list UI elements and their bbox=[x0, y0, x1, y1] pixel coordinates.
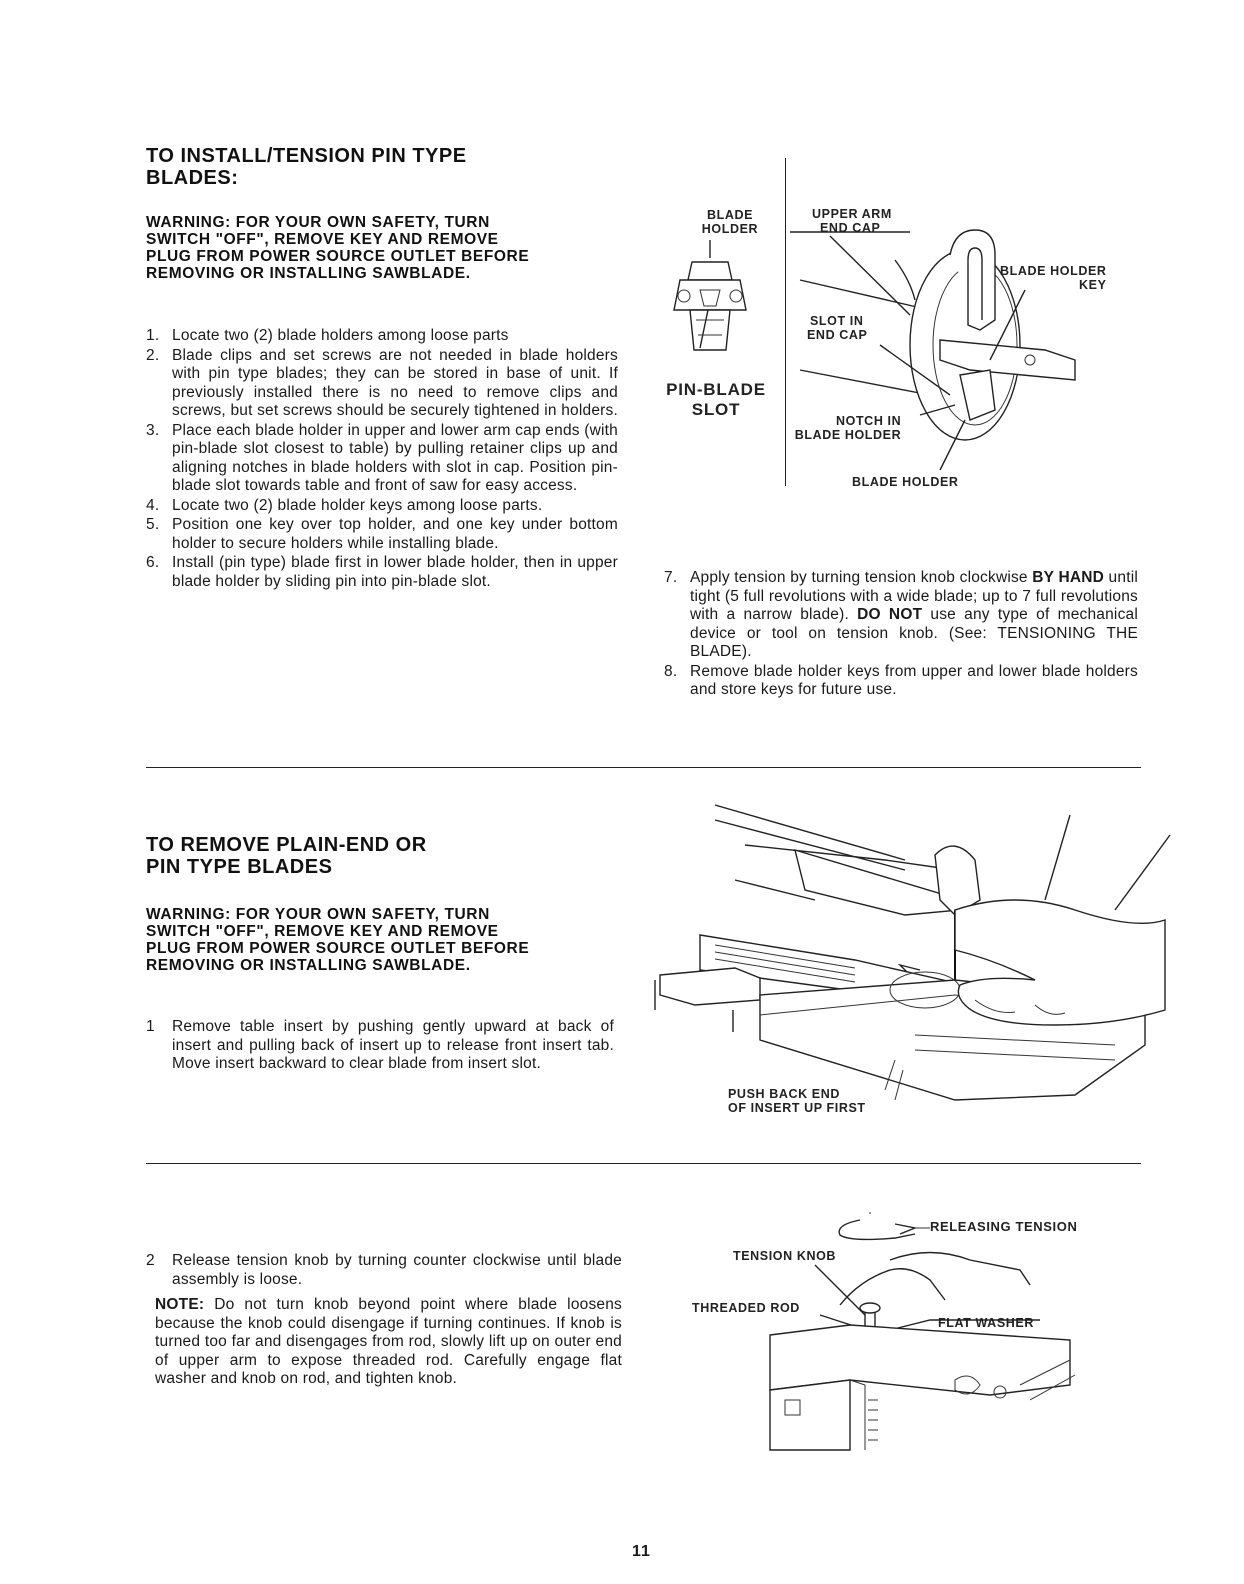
step-text: Remove blade holder keys from upper and lower blade holders and store keys for future use. bbox=[690, 662, 1138, 698]
label-line: OF INSERT UP FIRST bbox=[728, 1101, 866, 1115]
list-item bbox=[664, 569, 1138, 662]
note-paragraph bbox=[155, 1296, 622, 1389]
section1-steps bbox=[146, 327, 618, 592]
warning-line: PLUG FROM POWER SOURCE OUTLET BEFORE bbox=[146, 248, 530, 265]
pin-blade-slot-label bbox=[658, 380, 774, 420]
emphasis-text: BY HAND bbox=[1032, 569, 1105, 586]
label-line: BLADE HOLDER bbox=[794, 428, 902, 442]
blade-holder-key-label bbox=[1000, 264, 1107, 292]
step-number: 5. bbox=[146, 516, 160, 533]
blade-holder-drawing bbox=[660, 240, 780, 380]
table-insert-drawing bbox=[655, 800, 1175, 1100]
label-line: SLOT bbox=[691, 400, 741, 419]
section3-steps bbox=[146, 1252, 622, 1290]
note-text: Do not turn knob beyond point where blade loosens because the knob could disengage if turning continues. If knob is turned too far and disengages from rod, slowly lift up on outer end of upper arm to expose threaded rod. Carefully engage flat washer and knob on rod, and tighten knob. bbox=[155, 1296, 622, 1387]
step-number: 2. bbox=[146, 346, 160, 364]
section2-title-line1: TO REMOVE PLAIN-END OR bbox=[146, 834, 427, 856]
section1-title-line2: BLADES: bbox=[146, 167, 239, 189]
section2-title-line2: PIN TYPE BLADES bbox=[146, 856, 333, 878]
blade-holder-label bbox=[690, 208, 770, 236]
step-text: Locate two (2) blade holder keys among loose parts. bbox=[172, 496, 543, 514]
step-text: use any type of mechanical device or tool on tension knob. (See: TENSIONING THE BLADE). bbox=[690, 606, 1138, 660]
label-line: PIN-BLADE bbox=[666, 380, 766, 399]
step-text: until tight (5 full revolutions with a wide blade; up to 7 full revolutions with a narrow blade). bbox=[690, 569, 1138, 623]
tension-knob-drawing bbox=[690, 1210, 1090, 1450]
warning-line: REMOVING OR INSTALLING SAWBLADE. bbox=[146, 265, 471, 282]
step-number: 2 bbox=[146, 1252, 155, 1269]
section1-steps-right bbox=[664, 569, 1138, 701]
rotation-arrow-icon bbox=[839, 1220, 915, 1239]
section1-warning bbox=[146, 214, 616, 282]
warning-line: SWITCH "OFF", REMOVE KEY AND REMOVE bbox=[146, 923, 499, 940]
releasing-tension-label: RELEASING TENSION bbox=[930, 1219, 1078, 1234]
list-item bbox=[146, 1018, 614, 1074]
list-item bbox=[146, 516, 618, 553]
notch-in-blade-holder-label bbox=[790, 414, 901, 442]
list-item bbox=[146, 347, 618, 421]
label-line: UPPER ARM bbox=[812, 207, 892, 221]
upper-arm-end-cap-label bbox=[812, 207, 892, 235]
warning-line: WARNING: FOR YOUR OWN SAFETY, TURN bbox=[146, 906, 490, 923]
step-text: Release tension knob by turning counter clockwise until blade assembly is loose. bbox=[172, 1252, 622, 1288]
section2-warning bbox=[146, 906, 616, 974]
label-line: BLADE bbox=[706, 208, 754, 222]
section1-title bbox=[146, 145, 666, 189]
label-line: KEY bbox=[1079, 278, 1107, 292]
section1-title-line1: TO INSTALL/TENSION PIN TYPE bbox=[146, 145, 467, 167]
threaded-rod-label: THREADED ROD bbox=[692, 1301, 800, 1315]
note-label: NOTE: bbox=[155, 1296, 205, 1313]
blade-holder-bottom-label: BLADE HOLDER bbox=[852, 475, 959, 489]
step-text: Remove table insert by pushing gently upward at back of insert and pulling back of insert up to release front insert tab. Move insert backward to clear blade from insert slot. bbox=[172, 1018, 614, 1072]
push-back-end-label bbox=[728, 1087, 866, 1115]
step-number: 4. bbox=[146, 496, 160, 514]
section2-title bbox=[146, 834, 666, 878]
step-text: Locate two (2) blade holders among loose parts bbox=[172, 327, 509, 344]
step-number: 8. bbox=[664, 662, 678, 680]
warning-line: SWITCH "OFF", REMOVE KEY AND REMOVE bbox=[146, 231, 499, 248]
step-text: Apply tension by turning tension knob clockwise bbox=[690, 569, 1033, 586]
section2-steps bbox=[146, 1018, 614, 1075]
list-item bbox=[146, 497, 618, 516]
slot-in-end-cap-label bbox=[807, 314, 867, 342]
section-divider bbox=[146, 767, 1141, 768]
label-line: BLADE HOLDER bbox=[1000, 264, 1107, 278]
step-number: 1 bbox=[146, 1018, 155, 1035]
step-text: Blade clips and set screws are not needed in blade holders with pin type blades; they can be stored in base of unit. If previously installed there is no need to remove clips and screws, but set screws should be securely tightened in holders. bbox=[172, 346, 618, 419]
step-number: 1. bbox=[146, 327, 160, 344]
warning-line: WARNING: FOR YOUR OWN SAFETY, TURN bbox=[146, 214, 490, 231]
step-text: Place each blade holder in upper and lower arm cap ends (with pin-blade slot closest to table) by pulling retainer clips up and aligning notches in blade holders with slot in cap. Position pin-blade slot towards table and front of saw for easy access. bbox=[172, 421, 618, 494]
page-number: 11 bbox=[632, 1543, 651, 1560]
warning-line: REMOVING OR INSTALLING SAWBLADE. bbox=[146, 957, 471, 974]
emphasis-text: DO NOT bbox=[857, 606, 923, 623]
step-number: 7. bbox=[664, 569, 678, 586]
list-item bbox=[664, 663, 1138, 700]
label-line: PUSH BACK END bbox=[728, 1087, 840, 1101]
step-text: Install (pin type) blade first in lower blade holder, then in upper blade holder by sliding pin into pin-blade slot. bbox=[172, 554, 618, 590]
list-item bbox=[146, 1252, 622, 1289]
list-item bbox=[146, 327, 618, 346]
label-line: END CAP bbox=[820, 221, 881, 235]
section-divider bbox=[146, 1163, 1141, 1164]
step-number: 6. bbox=[146, 554, 160, 571]
step-number: 3. bbox=[146, 421, 160, 439]
figure-divider bbox=[785, 158, 786, 486]
list-item bbox=[146, 422, 618, 496]
flat-washer-label: FLAT WASHER bbox=[938, 1316, 1034, 1330]
label-line: HOLDER bbox=[701, 222, 759, 236]
warning-line: PLUG FROM POWER SOURCE OUTLET BEFORE bbox=[146, 940, 530, 957]
label-line: SLOT IN bbox=[810, 314, 864, 328]
tension-knob-label: TENSION KNOB bbox=[733, 1249, 837, 1263]
label-line: END CAP bbox=[807, 328, 868, 342]
label-line: NOTCH IN bbox=[836, 414, 902, 428]
list-item bbox=[146, 554, 618, 591]
step-text: Position one key over top holder, and one key under bottom holder to secure holders while installing blade. bbox=[172, 516, 618, 552]
